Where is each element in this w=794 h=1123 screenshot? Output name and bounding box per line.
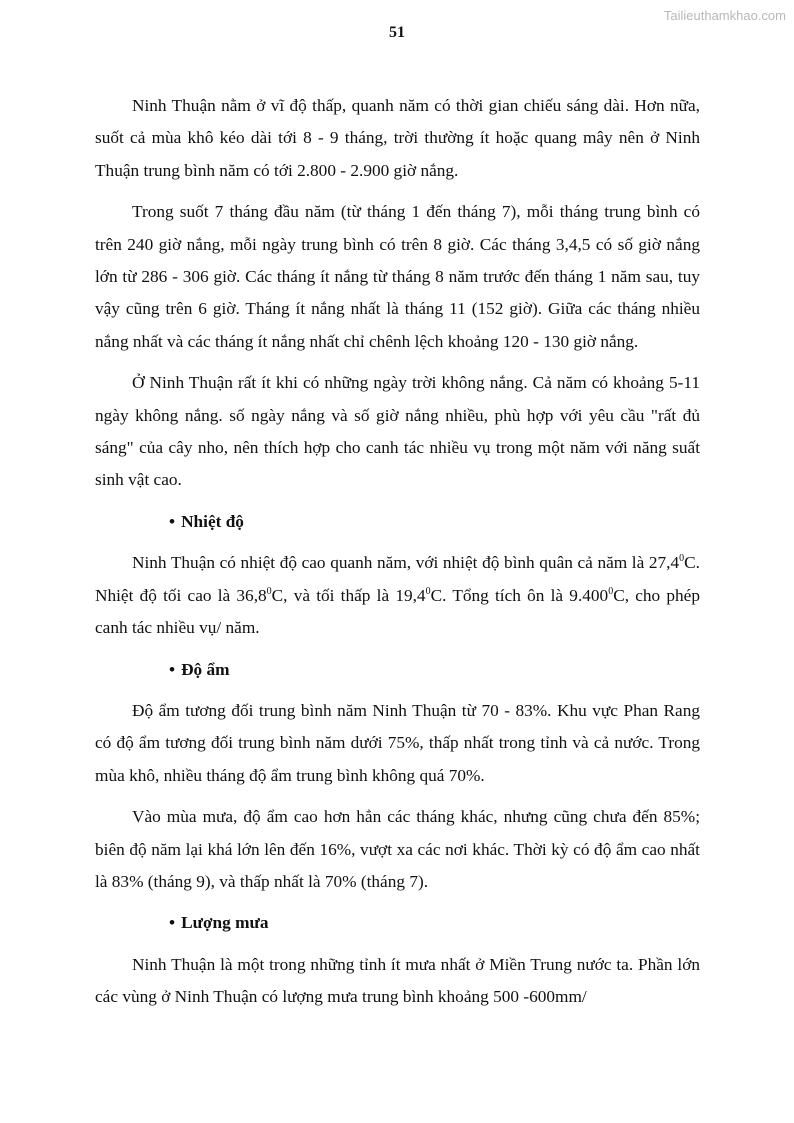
temperature-text-e: C, cho phép canh tác nhiều vụ/ năm. [95, 585, 700, 638]
temperature-text-b: C. Nhiệt độ tối cao là 36,8 [95, 553, 700, 605]
bullet-icon: • [169, 913, 176, 933]
paragraph-sunshine-months: Trong suốt 7 tháng đầu năm (từ tháng 1 đến tháng 7), mỗi tháng trung bình có trên 240 giờ nắng, mỗi ngày trung bình có trên 8 giờ. Các tháng 3,4,5 có số giờ nắng lớn từ 286 - 306 giờ. Các tháng ít nắng từ tháng 8 năm trước đến tháng 1 năm sau, tuy vậy cũng trên 6 giờ. Tháng ít nắng nhất là tháng 11 (152 giờ). Giữa các tháng nhiều nắng nhất và các tháng ít nắng nhất chỉ chênh lệch khoảng 120 - 130 giờ nắng. [95, 202, 700, 351]
heading-rainfall-label: Lượng mưa [181, 913, 269, 933]
bullet-icon: • [169, 511, 176, 531]
degree-sup: 0 [425, 585, 431, 597]
degree-sup: 0 [679, 553, 685, 565]
bullet-icon: • [169, 659, 176, 679]
watermark: Tailieuthamkhao.com [663, 8, 786, 23]
paragraph-sunshine-intro: Ninh Thuận nằm ở vĩ độ thấp, quanh năm có thời gian chiếu sáng dài. Hơn nữa, suốt cả mùa khô kéo dài tới 8 - 9 tháng, trời thường ít hoặc quang mây nên ở Ninh Thuận trung bình năm có tới 2.800 - 2.900 giờ nắng. [95, 96, 700, 180]
temperature-text-d: C. Tổng tích ôn là 9.400 [430, 585, 609, 605]
heading-rainfall [95, 907, 700, 939]
degree-sup: 0 [266, 585, 272, 597]
heading-temperature-label: Nhiệt độ [181, 511, 244, 531]
heading-temperature [95, 506, 700, 538]
temperature-text-a: Ninh Thuận có nhiệt độ cao quanh năm, với nhiệt độ bình quân cả năm là 27,4 [132, 553, 680, 573]
paragraph-temperature [95, 547, 700, 644]
paragraph-sunshine-days: Ở Ninh Thuận rất ít khi có những ngày trời không nắng. Cả năm có khoảng 5-11 ngày không nắng. số ngày nắng và số giờ nắng nhiều, phù hợp với yêu cầu "rất đủ sáng" của cây nho, nên thích hợp cho canh tác nhiều vụ trong một năm với năng suất sinh vật cao. [95, 373, 700, 490]
paragraph-humidity: Độ ẩm tương đối trung bình năm Ninh Thuận từ 70 - 83%. Khu vực Phan Rang có độ ẩm tương đối trung bình năm dưới 75%, thấp nhất trong tỉnh và cả nước. Trong mùa khô, nhiều tháng độ ẩm trung bình không quá 70%. [95, 700, 700, 785]
page-number: 51 [389, 24, 405, 41]
temperature-text-c: C, và tối thấp là 19,4 [271, 585, 426, 605]
paragraph-rainfall: Ninh Thuận là một trong những tỉnh ít mưa nhất ở Miền Trung nước ta. Phần lớn các vùng ở Ninh Thuận có lượng mưa trung bình khoảng 500 -600mm/ [95, 954, 700, 1007]
degree-sup: 0 [608, 585, 614, 597]
heading-humidity-label: Độ ẩm [181, 659, 230, 679]
heading-humidity [95, 654, 700, 686]
paragraph-humidity-rainy-season: Vào mùa mưa, độ ẩm cao hơn hẳn các tháng khác, nhưng cũng chưa đến 85%; biên độ năm lại khá lớn lên đến 16%, vượt xa các nơi khác. Thời kỳ có độ ẩm cao nhất là 83% (tháng 9), và thấp nhất là 70% (tháng 7). [95, 807, 700, 891]
document-body [95, 90, 700, 1023]
